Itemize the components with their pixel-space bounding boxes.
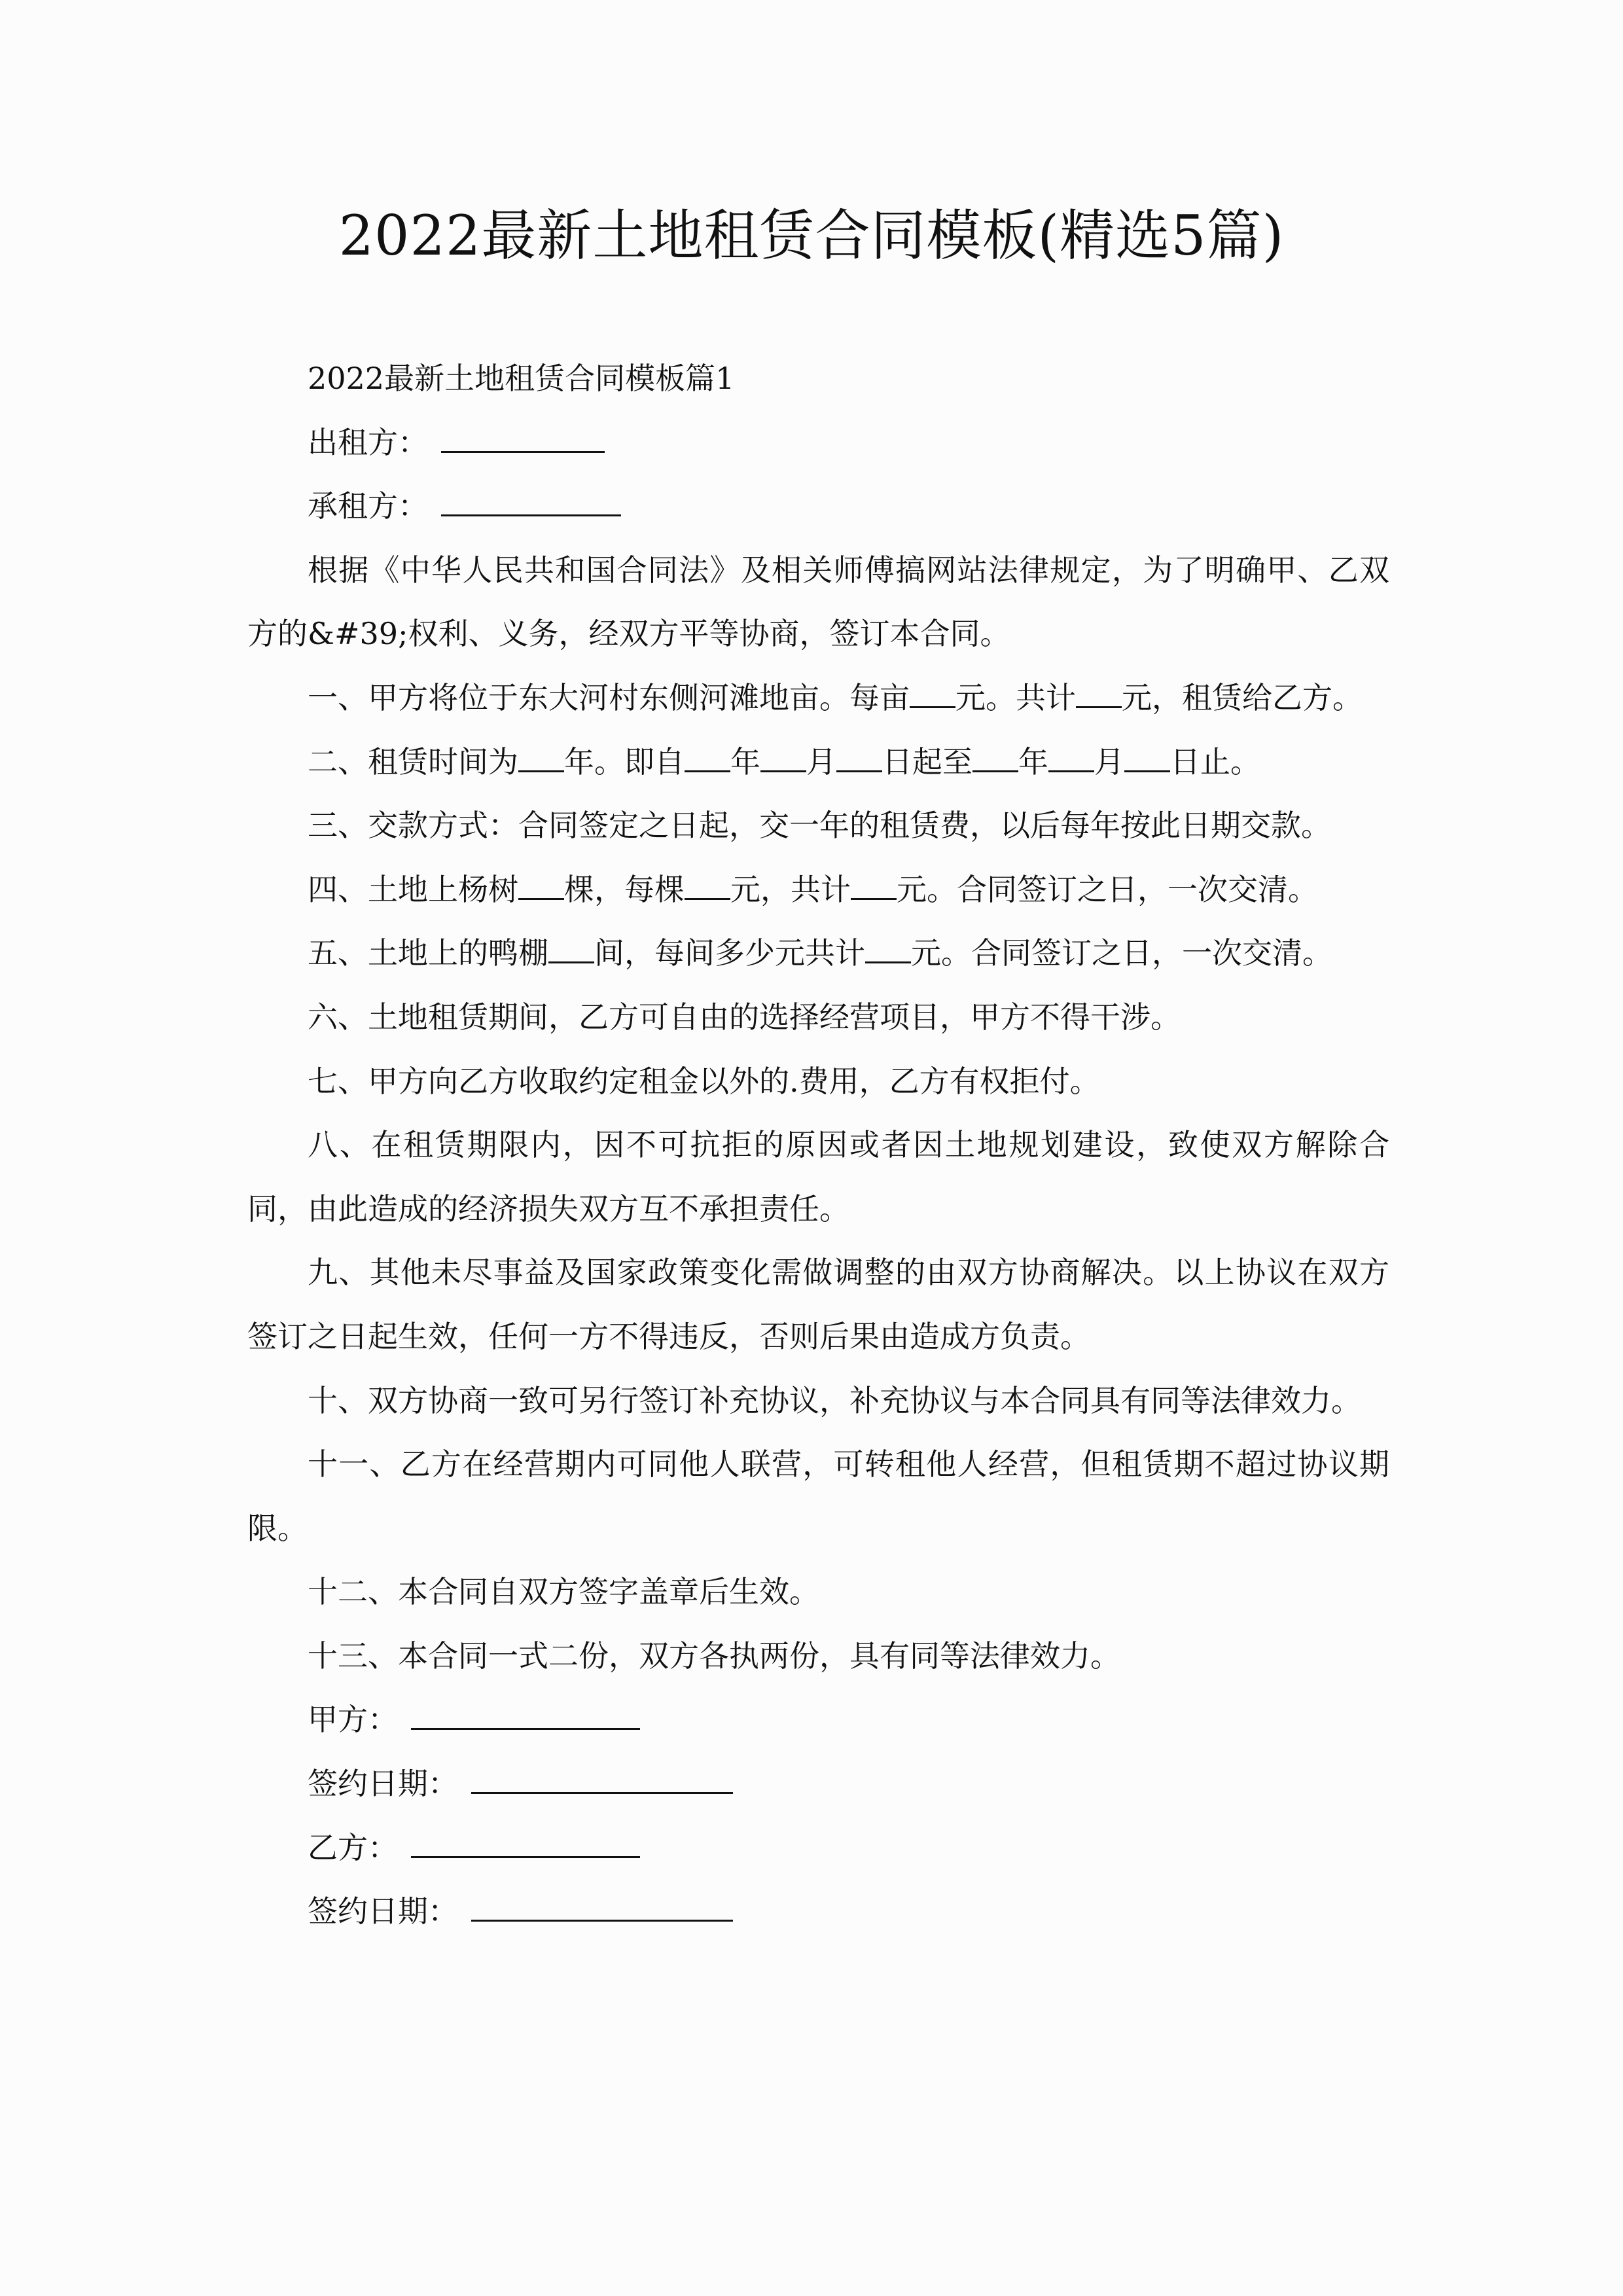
section-heading: 2022最新土地租赁合同模板篇1 [308,361,735,396]
inline-blank-field[interactable] [1048,747,1094,772]
clause-paragraph [247,1433,1389,1560]
clause-paragraph [247,922,1389,986]
lessee-field [247,475,1389,539]
clause-paragraph [247,858,1389,922]
party-a-sign-date-blank-field[interactable] [471,1767,733,1794]
clause-paragraph [247,1113,1389,1241]
clause-text: 元。合同签订之日，一次交清。 [897,871,1318,907]
inline-blank-field[interactable] [518,874,564,900]
inline-blank-field[interactable] [836,747,882,772]
clause-text: 月 [1094,744,1124,780]
inline-blank-field[interactable] [1076,683,1122,708]
inline-blank-field[interactable] [518,747,564,772]
party-a-sign-date [247,1752,1389,1816]
lessee-field-blank-field[interactable] [441,490,621,516]
inline-blank-field[interactable] [760,747,806,772]
clause-text: 年 [730,744,760,780]
inline-blank-field[interactable] [548,938,594,963]
clause-text: 六、土地租赁期间，乙方可自由的选择经营项目，甲方不得干涉。 [308,999,1181,1035]
clause-paragraph [247,1369,1389,1433]
party-b-signature [247,1816,1389,1880]
party-a-signature [247,1688,1389,1752]
party-a-sign-date-label: 签约日期： [308,1766,458,1802]
clause-text: 元，租赁给乙方。 [1122,679,1363,715]
clause-text: 五、土地上的鸭棚 [308,935,548,971]
party-b-sign-date [247,1880,1389,1944]
party-b-sign-date-blank-field[interactable] [471,1895,733,1922]
clause-paragraph [247,666,1389,730]
clause-text: 年。即自 [564,744,685,780]
clause-text: 间，每间多少元共计 [594,935,865,971]
clause-text: 二、租赁时间为 [308,744,518,780]
clause-text: 十三、本合同一式二份，双方各执两份，具有同等法律效力。 [308,1638,1120,1674]
document-body [247,347,1389,1944]
clause-text: 四、土地上杨树 [308,871,518,907]
inline-blank-field[interactable] [865,938,911,963]
lessor-field-blank-field[interactable] [441,426,605,453]
inline-blank-field[interactable] [851,874,897,900]
clause-paragraph [247,1050,1389,1114]
clause-text: 元。共计 [955,679,1076,715]
clause-text: 一、甲方将位于东大河村东侧河滩地亩。每亩 [308,679,910,715]
clause-text: 三、交款方式：合同签定之日起，交一年的租赁费，以后每年按此日期交款。 [308,808,1331,844]
preamble-paragraph: 根据《中华人民共和国合同法》及相关师傅搞网站法律规定，为了明确甲、乙双方的&#39;权利、义务，经双方平等协商，签订本合同。 [247,552,1389,652]
clause-text: 日起至 [882,744,972,780]
clause-text: 七、甲方向乙方收取约定租金以外的.费用，乙方有权拒付。 [308,1063,1100,1099]
clause-paragraph [247,1241,1389,1369]
inline-blank-field[interactable] [972,747,1018,772]
clause-paragraph [247,1624,1389,1689]
clause-text: 元，共计 [730,871,851,907]
clause-text: 月 [806,744,836,780]
lessor-field-label: 出租方： [308,424,428,460]
clause-text: 九、其他未尽事益及国家政策变化需做调整的由双方协商解决。以上协议在双方签订之日起生效，任何一方不得违反，否则后果由造成方负责。 [247,1255,1389,1354]
clause-text: 日止。 [1170,744,1260,780]
clause-text: 八、在租赁期限内，因不可抗拒的原因或者因土地规划建设，致使双方解除合同，由此造成的经济损失双方互不承担责任。 [247,1127,1389,1227]
clause-text: 十、双方协商一致可另行签订补充协议，补充协议与本合同具有同等法律效力。 [308,1382,1361,1418]
party-a-signature-blank-field[interactable] [411,1703,640,1730]
parties-block [247,411,1389,539]
party-b-signature-blank-field[interactable] [411,1831,640,1858]
lessor-field [247,411,1389,475]
party-b-sign-date-label: 签约日期： [308,1893,458,1929]
clause-paragraph [247,986,1389,1050]
inline-blank-field[interactable] [910,683,955,708]
clause-paragraph [247,1560,1389,1624]
inline-blank-field[interactable] [685,874,730,900]
clauses-list [247,666,1389,1689]
clause-text: 十二、本合同自双方签字盖章后生效。 [308,1574,819,1610]
inline-blank-field[interactable] [685,747,730,772]
clause-text: 年 [1018,744,1048,780]
clause-text: 元。合同签订之日，一次交清。 [911,935,1332,971]
inline-blank-field[interactable] [1124,747,1170,772]
document-title: 2022最新土地租赁合同模板(精选5篇) [338,204,1285,268]
clause-text: 十一、乙方在经营期内可同他人联营，可转租他人经营，但租赁期不超过协议期限。 [247,1446,1389,1546]
clause-paragraph [247,730,1389,795]
clause-paragraph [247,794,1389,858]
lessee-field-label: 承租方： [308,488,428,524]
party-b-signature-label: 乙方： [308,1829,398,1865]
signature-block [247,1688,1389,1943]
party-a-signature-label: 甲方： [308,1702,398,1738]
clause-text: 棵，每棵 [564,871,685,907]
